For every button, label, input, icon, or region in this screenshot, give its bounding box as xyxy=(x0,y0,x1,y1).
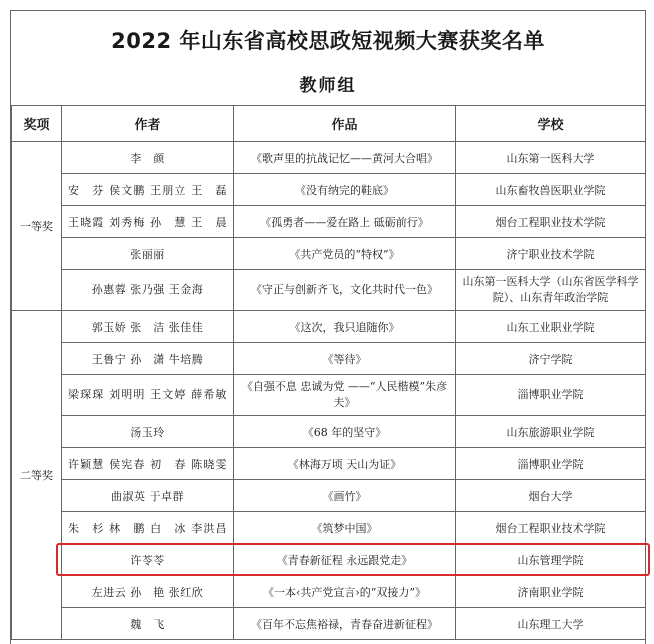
work-cell: 《筑梦中国》 xyxy=(234,512,456,544)
work-cell: 《自强不息 忠诚为党 ——“人民楷模”朱彦夫》 xyxy=(234,375,456,416)
table-row xyxy=(12,448,646,480)
author-cell: 安 芬 侯文鹏 王朋立 王 磊 xyxy=(62,174,234,206)
school-cell: 烟台工程职业技术学院 xyxy=(456,206,646,238)
author-cell: 许苓苓 xyxy=(62,544,234,576)
school-cell: 烟台工程职业技术学院 xyxy=(456,512,646,544)
work-cell: 《百年不忘焦裕禄，青春奋进新征程》 xyxy=(234,608,456,640)
table-row xyxy=(12,311,646,343)
table-row xyxy=(12,270,646,311)
work-cell: 《歌声里的抗战记忆——黄河大合唱》 xyxy=(234,142,456,174)
work-cell: 《孤勇者——爱在路上 砥砺前行》 xyxy=(234,206,456,238)
table-header-row xyxy=(12,106,646,142)
author-cell: 孙惠蓉 张乃强 王金海 xyxy=(62,270,234,311)
author-cell: 许颖慧 侯宪春 初 春 陈晓雯 xyxy=(62,448,234,480)
work-cell: 《没有纳完的鞋底》 xyxy=(234,174,456,206)
table-row xyxy=(12,343,646,375)
work-cell: 《68 年的坚守》 xyxy=(234,416,456,448)
table-row xyxy=(12,375,646,416)
author-cell: 魏 飞 xyxy=(62,608,234,640)
table-row xyxy=(12,480,646,512)
author-cell: 王鲁宁 孙 潇 牛培腾 xyxy=(62,343,234,375)
author-cell: 朱 杉 林 鹏 白 冰 李洪昌 xyxy=(62,512,234,544)
author-cell: 梁琛琛 刘明明 王文婷 薛希敏 xyxy=(62,375,234,416)
school-cell: 烟台大学 xyxy=(456,480,646,512)
school-cell: 淄博职业学院 xyxy=(456,448,646,480)
table-row xyxy=(12,206,646,238)
award-cell: 二等奖 xyxy=(12,311,62,640)
table-row xyxy=(12,142,646,174)
school-cell: 淄博职业学院 xyxy=(456,375,646,416)
author-cell: 张丽丽 xyxy=(62,238,234,270)
author-cell: 郭玉娇 张 洁 张佳佳 xyxy=(62,311,234,343)
work-cell: 《守正与创新齐飞，文化共时代一色》 xyxy=(234,270,456,311)
header-award: 奖项 xyxy=(12,106,62,142)
work-cell: 《林海万顷 天山为证》 xyxy=(234,448,456,480)
work-cell: 《共产党员的“特权”》 xyxy=(234,238,456,270)
table-row xyxy=(12,416,646,448)
document-title: 2022 年山东省高校思政短视频大赛获奖名单 xyxy=(111,29,545,53)
table-row xyxy=(12,608,646,640)
work-cell: 《等待》 xyxy=(234,343,456,375)
award-cell: 一等奖 xyxy=(12,142,62,311)
work-cell: 《青春新征程 永远跟党走》 xyxy=(234,544,456,576)
highlight-box xyxy=(56,543,650,576)
work-cell: 《一本‹共产党宣言›的“双接力”》 xyxy=(234,576,456,608)
header-author: 作者 xyxy=(62,106,234,142)
school-cell: 济南职业学院 xyxy=(456,576,646,608)
header-work: 作品 xyxy=(234,106,456,142)
author-cell: 王晓霞 刘秀梅 孙 慧 王 晨 xyxy=(62,206,234,238)
school-cell: 山东畜牧兽医职业学院 xyxy=(456,174,646,206)
school-cell: 山东第一医科大学（山东省医学科学院）、山东青年政治学院 xyxy=(456,270,646,311)
work-cell: 《这次，我只追随你》 xyxy=(234,311,456,343)
school-cell: 山东工业职业学院 xyxy=(456,311,646,343)
school-cell: 山东第一医科大学 xyxy=(456,142,646,174)
table-row xyxy=(12,174,646,206)
school-cell: 济宁学院 xyxy=(456,343,646,375)
work-cell: 《画竹》 xyxy=(234,480,456,512)
document-subtitle: 教师组 xyxy=(299,76,357,96)
table-row xyxy=(12,576,646,608)
school-cell: 山东旅游职业学院 xyxy=(456,416,646,448)
school-cell: 济宁职业技术学院 xyxy=(456,238,646,270)
author-cell: 曲淑英 于卓群 xyxy=(62,480,234,512)
author-cell: 汤玉玲 xyxy=(62,416,234,448)
table-row xyxy=(12,512,646,544)
header-school: 学校 xyxy=(456,106,646,142)
school-cell: 山东管理学院 xyxy=(456,544,646,576)
table-row xyxy=(12,238,646,270)
author-cell: 李 颜 xyxy=(62,142,234,174)
school-cell: 山东理工大学 xyxy=(456,608,646,640)
author-cell: 左进云 孙 艳 张红欣 xyxy=(62,576,234,608)
